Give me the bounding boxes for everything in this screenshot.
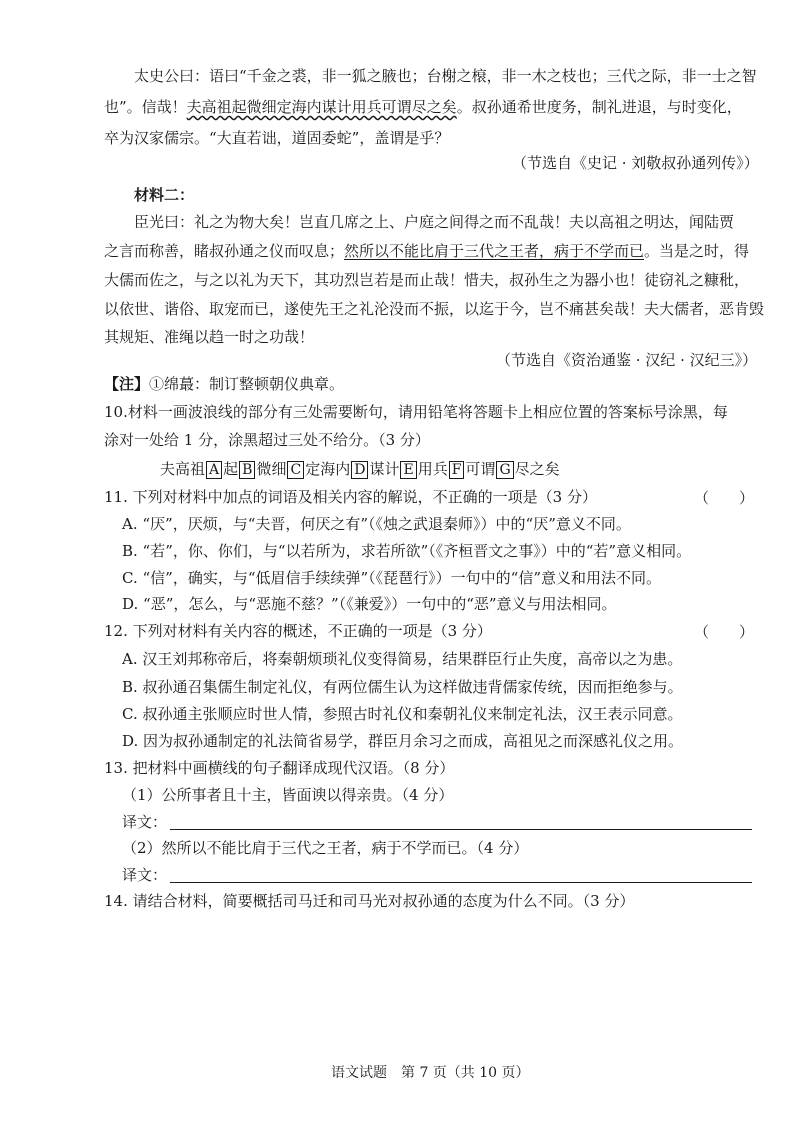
segment: 尽之矣: [514, 460, 560, 478]
passage2-line2: [104, 241, 749, 261]
q11-stem: 11. 下列对材料中加点的词语及相关内容的解说，不正确的一项是（3 分）: [104, 488, 597, 506]
passage1-line2-end: 。叔孙通希世度务，制礼进退，与时变化，: [456, 98, 742, 116]
segment: 起: [223, 460, 239, 478]
marker-box: F: [449, 461, 465, 479]
passage1-line1: 太史公曰：语曰“千金之裘，非一狐之腋也；台榭之榱，非一木之枝也；三代之际，非一士之智: [134, 67, 757, 85]
marker-box: D: [351, 461, 368, 479]
q13-sub1: （1）公所事者且十主，皆面谀以得亲贵。（4 分）: [122, 786, 454, 804]
segment: 谋计: [369, 460, 400, 478]
q14-stem: 14. 请结合材料，简要概括司马迁和司马光对叔孙通的态度为什么不同。（3 分）: [104, 892, 635, 910]
segment: 定海内: [305, 460, 351, 478]
straight-underlined-sentence: 然所以不能比肩于三代之王者，病于不学而已: [344, 242, 645, 260]
marker-box: E: [400, 461, 416, 479]
passage2-line3: 大儒而佐之，与之以礼为天下，其功烈岂若是而止哉！惜夫，叔孙生之为器小也！徒窃礼之糠秕，: [104, 271, 750, 289]
q13-stem: 13. 把材料中画横线的句子翻译成现代汉语。（8 分）: [104, 759, 455, 777]
q10-sentence-markers: [160, 458, 560, 479]
q10-stem-line1: 10.材料一画波浪线的部分有三处需要断句，请用铅笔将答题卡上相应位置的答案标号涂黑，每: [104, 403, 728, 421]
passage1-source: （节选自《史记 · 刘敬叔孙通列传》）: [512, 154, 759, 172]
annotation-note: [104, 374, 344, 394]
passage1-line2-start: 也”。信哉！: [104, 98, 187, 116]
passage2-line5: 其规矩、准绳以趋一时之功哉！: [104, 328, 315, 346]
q13-sub2: （2）然所以不能比肩于三代之王者，病于不学而已。（4 分）: [122, 839, 529, 857]
q12-option-a: A. 汉王刘邦称帝后，将秦朝烦琐礼仪变得简易，结果群臣行止失度，高帝以之为患。: [122, 650, 683, 668]
segment: 夫高祖: [160, 460, 206, 478]
q12-option-d: D. 因为叔孙通制定的礼法简省易学，群臣月余习之而成，高祖见之而深感礼仪之用。: [122, 732, 684, 750]
passage2-line2-start: 之言而称善，睹叔孙通之仪而叹息；: [104, 242, 345, 260]
q12-option-b: B. 叔孙通召集儒生制定礼仪，有两位儒生认为这样做违背儒家传统，因而拒绝参与。: [122, 678, 683, 696]
marker-box: B: [239, 461, 255, 479]
q13-answer-label-2: 译文：: [122, 866, 168, 884]
passage2-heading: 材料二：: [134, 186, 195, 204]
page-footer: 语文试题 第 7 页（共 10 页）: [331, 1065, 530, 1081]
marker-box: A: [206, 461, 222, 479]
q11-option-d: D. “恶”，怎么，与“恶施不慈？”（《兼爱》）一句中的“恶”意义与用法相同。: [122, 595, 617, 613]
q13-answer-line-2[interactable]: [170, 882, 752, 883]
segment: 微细: [256, 460, 287, 478]
q11-answer-paren: （ ）: [694, 489, 755, 507]
passage1-line2: [104, 97, 742, 117]
segment: 可谓: [465, 460, 496, 478]
q13-answer-label-1: 译文：: [122, 813, 168, 831]
q10-stem-line2: 涂对一处给 1 分，涂黑超过三处不给分。（3 分）: [104, 431, 430, 449]
q12-stem: 12. 下列对材料有关内容的概述，不正确的一项是（3 分）: [104, 622, 492, 640]
passage1-line3: 卒为汉家儒宗。“大直若诎，道固委蛇”，盖谓是乎？: [104, 129, 450, 147]
passage2-source: （节选自《资治通鉴 · 汉纪 · 汉纪三》）: [496, 351, 758, 369]
q11-option-c: C. “信”，确实，与“低眉信手续续弹”（《琵琶行》）一句中的“信”意义和用法不同。: [122, 569, 661, 587]
passage2-line1: 臣光曰：礼之为物大矣！岂直几席之上、户庭之间得之而不乱哉！夫以高祖之明达，闻陆贾: [134, 213, 735, 231]
note-text: ①绵蕞：制订整顿朝仪典章。: [149, 375, 345, 393]
passage2-line4: 以依世、谐俗、取宠而已，遂使先王之礼沦没而不振，以迄于今，岂不痛甚矣哉！夫大儒者，恶肯毁: [104, 300, 765, 318]
q11-option-a: A. “厌”，厌烦，与“夫晋，何厌之有”（《烛之武退秦师》）中的“厌”意义不同。: [122, 515, 631, 533]
q11-option-b: B. “若”，你、你们，与“以若所为，求若所欲”（《齐桓晋文之事》）中的“若”意义相同。: [122, 542, 692, 560]
segment: 用兵: [417, 460, 448, 478]
wavy-underlined-sentence: 夫高祖起微细定海内谋计用兵可谓尽之矣: [186, 98, 457, 116]
marker-box: C: [287, 461, 304, 479]
note-label: 【注】: [104, 375, 150, 393]
q12-option-c: C. 叔孙通主张顺应时世人情，参照古时礼仪和秦朝礼仪来制定礼法，汉王表示同意。: [122, 705, 683, 723]
q12-answer-paren: （ ）: [694, 623, 755, 641]
marker-box: G: [496, 461, 513, 479]
q13-answer-line-1[interactable]: [170, 829, 752, 830]
passage2-line2-end: 。当是之时，得: [644, 242, 750, 260]
